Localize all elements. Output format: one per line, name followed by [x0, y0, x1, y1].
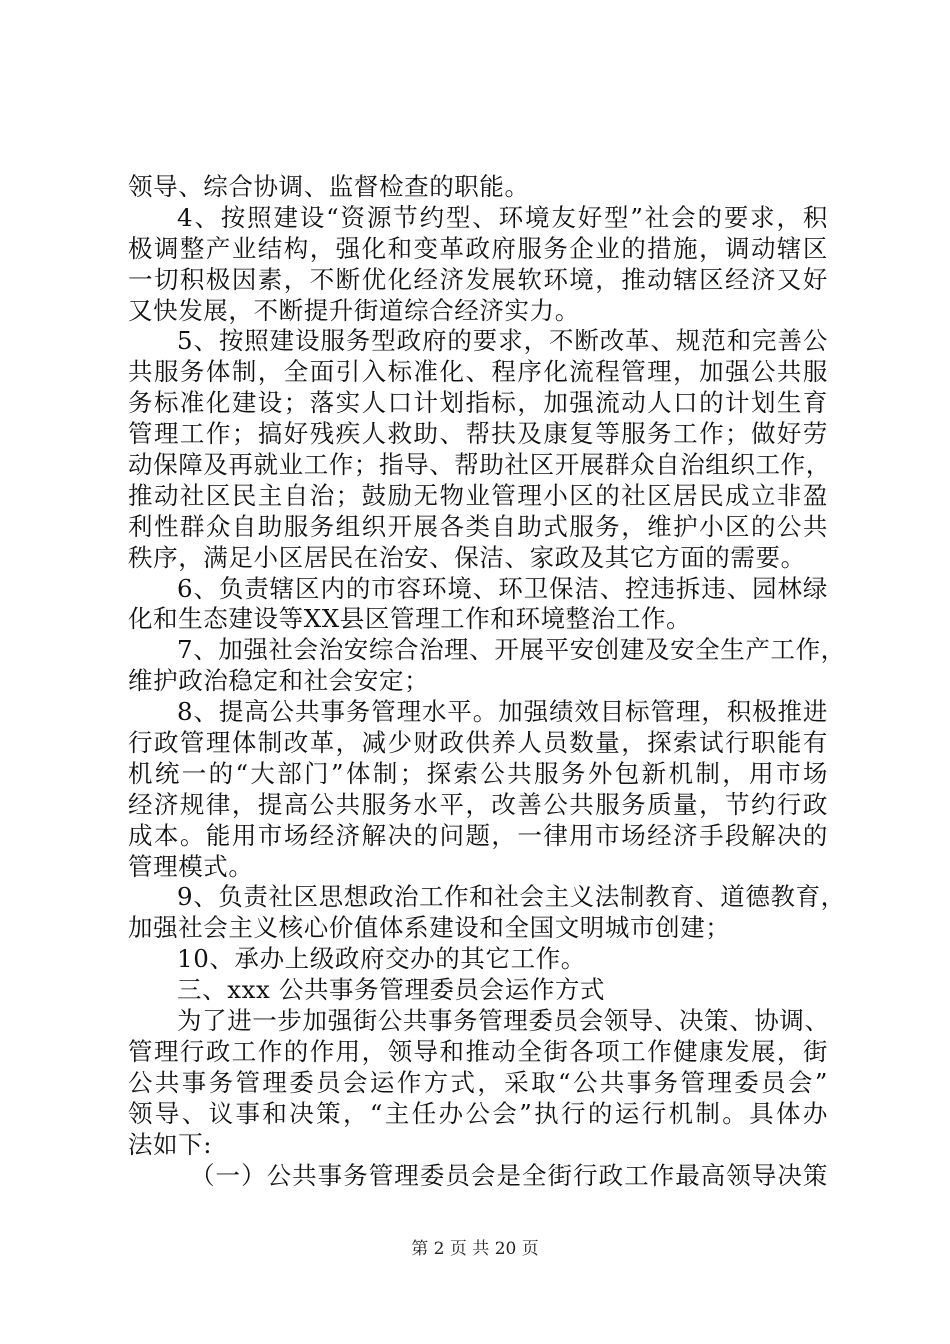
text-line: 务标准化建设；落实人口计划指标，加强流动人口的计划生育 [128, 388, 828, 418]
text-line: 加强社会主义核心价值体系建设和全国文明城市创建； [128, 913, 731, 943]
text-line: 共服务体制，全面引入标准化、程序化流程管理，加强公共服 [128, 357, 828, 387]
text-line: 维护政治稳定和社会安定； [128, 666, 430, 696]
document-body [128, 172, 846, 1191]
text-line: 公共事务管理委员会运作方式，采取“公共事务管理委员会” [128, 1067, 828, 1097]
text-line: 9、负责社区思想政治工作和社会主义法制教育、道德教育， [177, 882, 846, 912]
text-line: 管理行政工作的作用，领导和推动全街各项工作健康发展，街 [128, 1036, 828, 1066]
text-line: （一）公共事务管理委员会是全街行政工作最高领导决策 [190, 1160, 828, 1190]
text-line: 为了进一步加强街公共事务管理委员会领导、决策、协调、 [177, 1006, 830, 1036]
text-line: 6、负责辖区内的市容环境、环卫保洁、控违拆违、园林绿 [177, 573, 828, 603]
text-line: 利性群众自助服务组织开展各类自助式服务，维护小区的公共 [128, 511, 828, 541]
text-line: 8、提高公共事务管理水平。加强绩效目标管理，积极推进 [177, 697, 828, 727]
text-line: 5、按照建设服务型政府的要求，不断改革、规范和完善公 [177, 326, 828, 356]
text-line: 领导、议事和决策，“主任办公会”执行的运行机制。具体办 [128, 1098, 828, 1128]
text-line: 秩序，满足小区居民在治安、保洁、家政及其它方面的需要。 [128, 542, 806, 572]
text-line: 成本。能用市场经济解决的问题，一律用市场经济手段解决的 [128, 820, 828, 850]
text-line: 一切积极因素，不断优化经济发展软环境，推动辖区经济又好 [128, 264, 828, 294]
text-line: 4、按照建设“资源节约型、环境友好型”社会的要求，积 [177, 202, 828, 232]
text-line: 经济规律，提高公共服务水平，改善公共服务质量，节约行政 [128, 789, 828, 819]
text-line: 极调整产业结构，强化和变革政府服务企业的措施，调动辖区 [128, 233, 828, 263]
text-line: 10、承办上级政府交办的其它工作。 [177, 944, 586, 974]
text-line: 7、加强社会治安综合治理、开展平安创建及安全生产工作， [177, 635, 846, 665]
text-line: 三、xxx 公共事务管理委员会运作方式 [177, 975, 606, 1005]
text-line: 化和生态建设等XX县区管理工作和环境整治工作。 [128, 604, 692, 634]
page-footer: 第 2 页 共 20 页 [411, 1239, 539, 1259]
text-line: 管理工作；搞好残疾人救助、帮扶及康复等服务工作；做好劳 [128, 419, 828, 449]
text-line: 推动社区民主自治；鼓励无物业管理小区的社区居民成立非盈 [128, 480, 828, 510]
text-line: 领导、综合协调、监督检查的职能。 [128, 172, 530, 201]
text-line: 行政管理体制改革，减少财政供养人员数量，探索试行职能有 [128, 728, 828, 758]
text-line: 动保障及再就业工作；指导、帮助社区开展群众自治组织工作， [128, 450, 831, 480]
text-line: 管理模式。 [128, 851, 254, 881]
text-line: 法如下: [128, 1129, 213, 1159]
text-line: 又快发展，不断提升街道综合经济实力。 [128, 295, 580, 325]
text-line: 机统一的“大部门”体制；探索公共服务外包新机制，用市场 [128, 758, 828, 788]
